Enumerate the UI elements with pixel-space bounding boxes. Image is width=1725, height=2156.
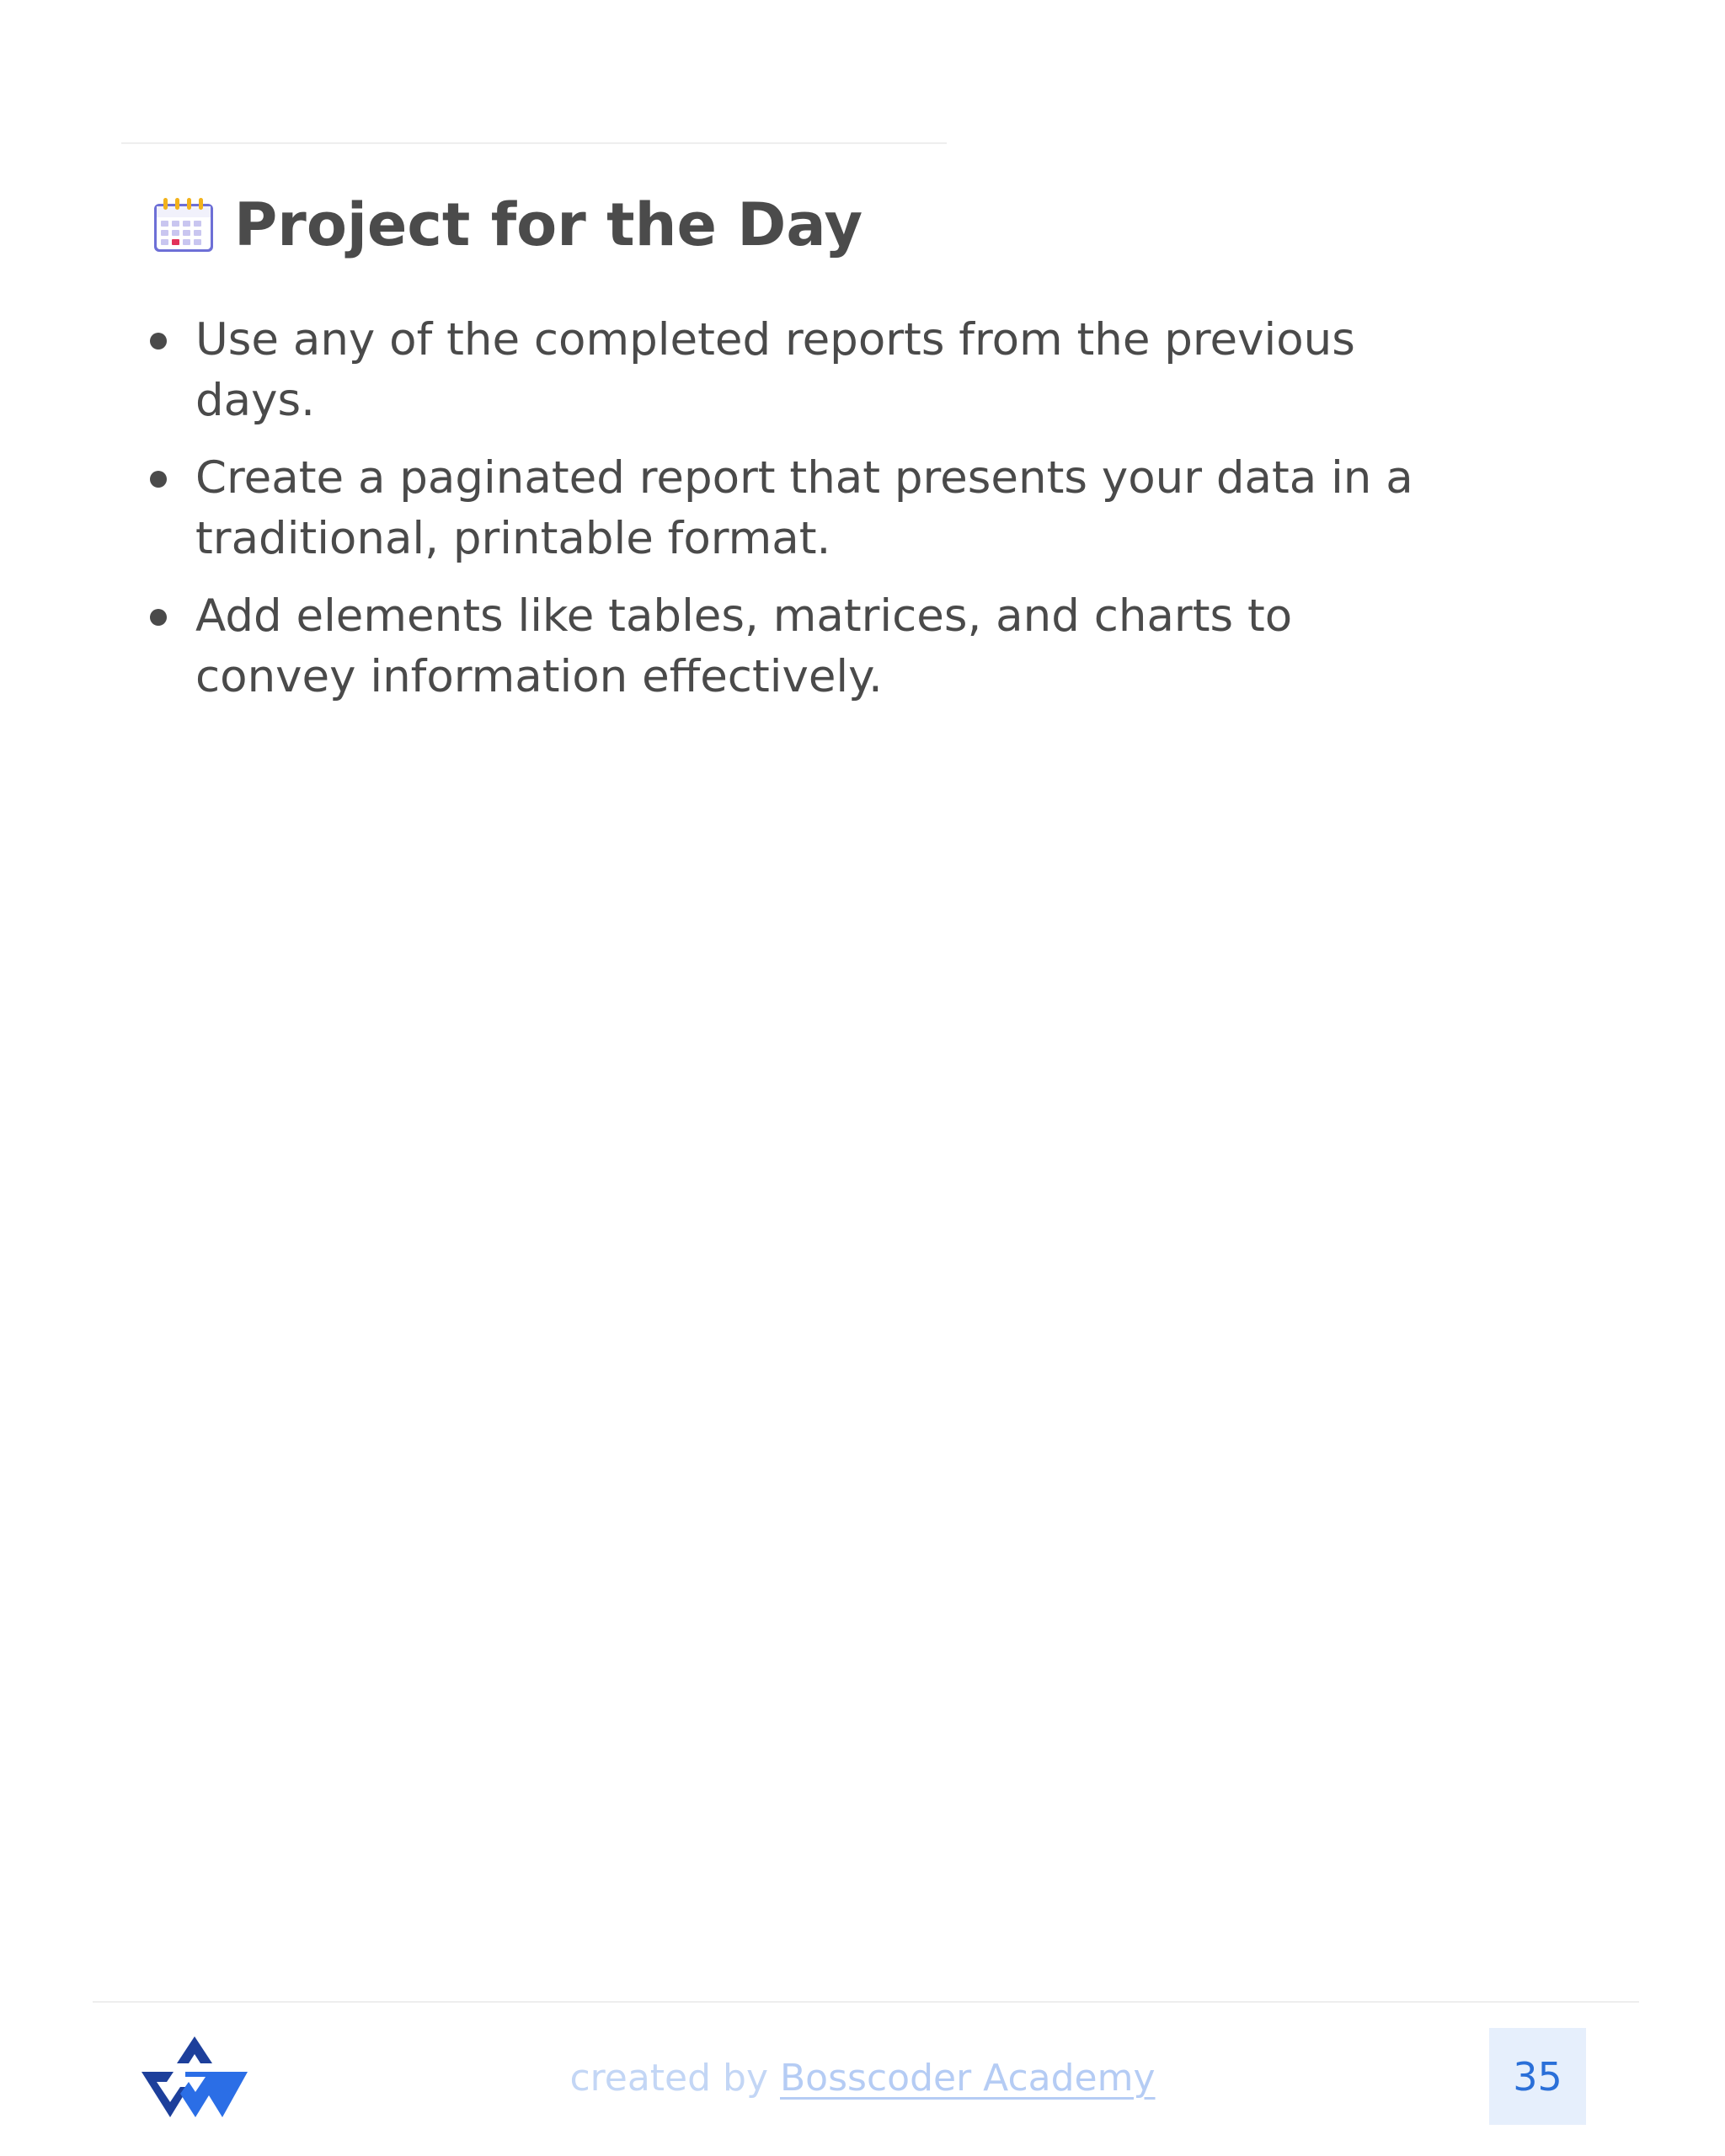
- list-item: [148, 448, 1462, 569]
- bullet-icon: [150, 471, 167, 488]
- bullet-list: [148, 310, 1462, 724]
- footer-credit: [0, 2055, 1725, 2102]
- calendar-icon: [152, 195, 216, 254]
- credit-link[interactable]: Bosscoder Academy: [780, 2057, 1156, 2100]
- list-item-text: Use any of the completed reports from the previous days.: [195, 314, 1355, 426]
- list-item-text: Add elements like tables, matrices, and charts to convey information effectively.: [195, 590, 1293, 702]
- list-item: [148, 586, 1462, 707]
- section-heading: [152, 190, 863, 259]
- bullet-icon: [150, 333, 167, 350]
- page-title: Project for the Day: [234, 190, 863, 259]
- list-item: [148, 310, 1462, 431]
- page-number-badge: [1489, 2028, 1586, 2125]
- footer-divider: [93, 2001, 1639, 2003]
- bullet-icon: [150, 609, 167, 626]
- top-divider: [121, 142, 947, 144]
- list-item-text: Create a paginated report that presents your data in a traditional, printable format.: [195, 452, 1413, 564]
- credit-prefix: created by: [569, 2057, 780, 2100]
- page-number: 35: [1513, 2053, 1562, 2100]
